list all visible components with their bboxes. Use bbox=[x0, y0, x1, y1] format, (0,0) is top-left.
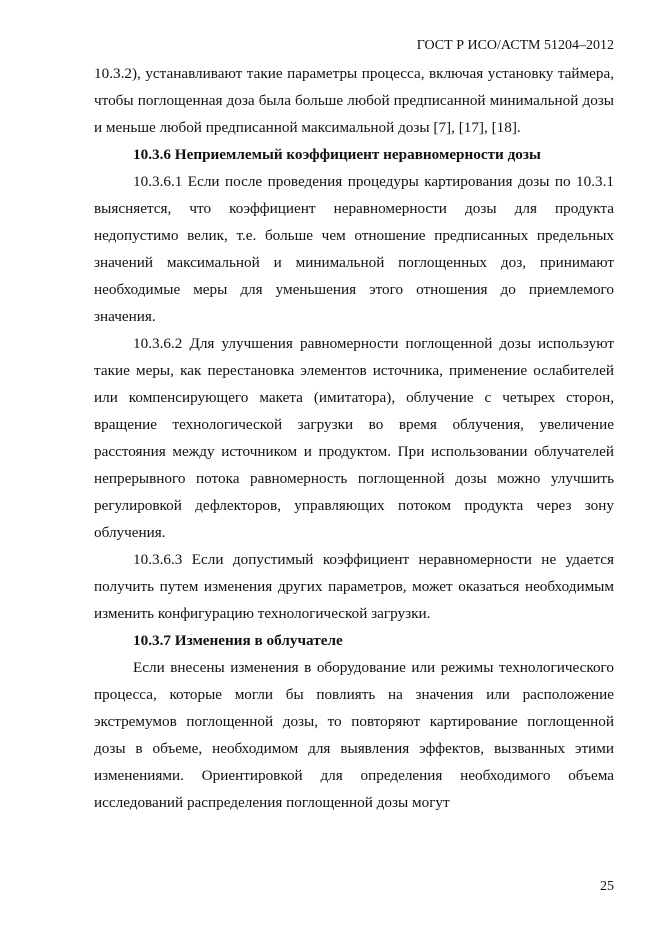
paragraph-10-3-7: Если внесены изменения в оборудование или режимы технологического процесса, которые могли бы повлиять на значения или расположение экстремумов поглощенной дозы, то повторяют картирование поглощенной дозы в объеме, необходимом для выявления эффектов, вызванных этими изменениями. Ориентировкой для определения необходимого объема исследований распределения поглощенной дозы могут bbox=[94, 659, 614, 811]
document-body bbox=[94, 60, 614, 816]
continuation-paragraph: 10.3.2), устанавливают такие параметры процесса, включая установку таймера, чтобы поглощенная доза была больше любой предписанной минимальной дозы и меньше любой предписанной максимальной дозы [7], [17], [18]. bbox=[94, 65, 614, 136]
page-header-standard: ГОСТ Р ИСО/АСТМ 51204–2012 bbox=[416, 38, 614, 53]
section-heading-10-3-6: 10.3.6 Неприемлемый коэффициент неравномерности дозы bbox=[133, 146, 541, 163]
paragraph-10-3-6-3: 10.3.6.3 Если допустимый коэффициент неравномерности не удается получить путем изменения других параметров, может оказаться необходимым изменить конфигурацию технологической загрузки. bbox=[94, 551, 614, 622]
paragraph-10-3-6-2: 10.3.6.2 Для улучшения равномерности поглощенной дозы используют такие меры, как перестановка элементов источника, применение ослабителей или компенсирующего макета (имитатора), облучение с четырех сторон, вращение технологической загрузки во время облучения, увеличение расстояния между источником и продуктом. При использовании облучателей непрерывного потока равномерность поглощенной дозы можно улучшить регулировкой дефлекторов, управляющих потоком продукта через зону облучения. bbox=[94, 335, 614, 541]
paragraph-10-3-6-1: 10.3.6.1 Если после проведения процедуры картирования дозы по 10.3.1 выясняется, что коэффициент неравномерности дозы для продукта недопустимо велик, т.е. больше чем отношение предписанных предельных значений максимальной и минимальной поглощенных доз, принимают необходимые меры для уменьшения этого отношения до приемлемого значения. bbox=[94, 173, 614, 325]
page-number: 25 bbox=[600, 879, 614, 894]
section-heading-10-3-7: 10.3.7 Изменения в облучателе bbox=[133, 632, 343, 649]
